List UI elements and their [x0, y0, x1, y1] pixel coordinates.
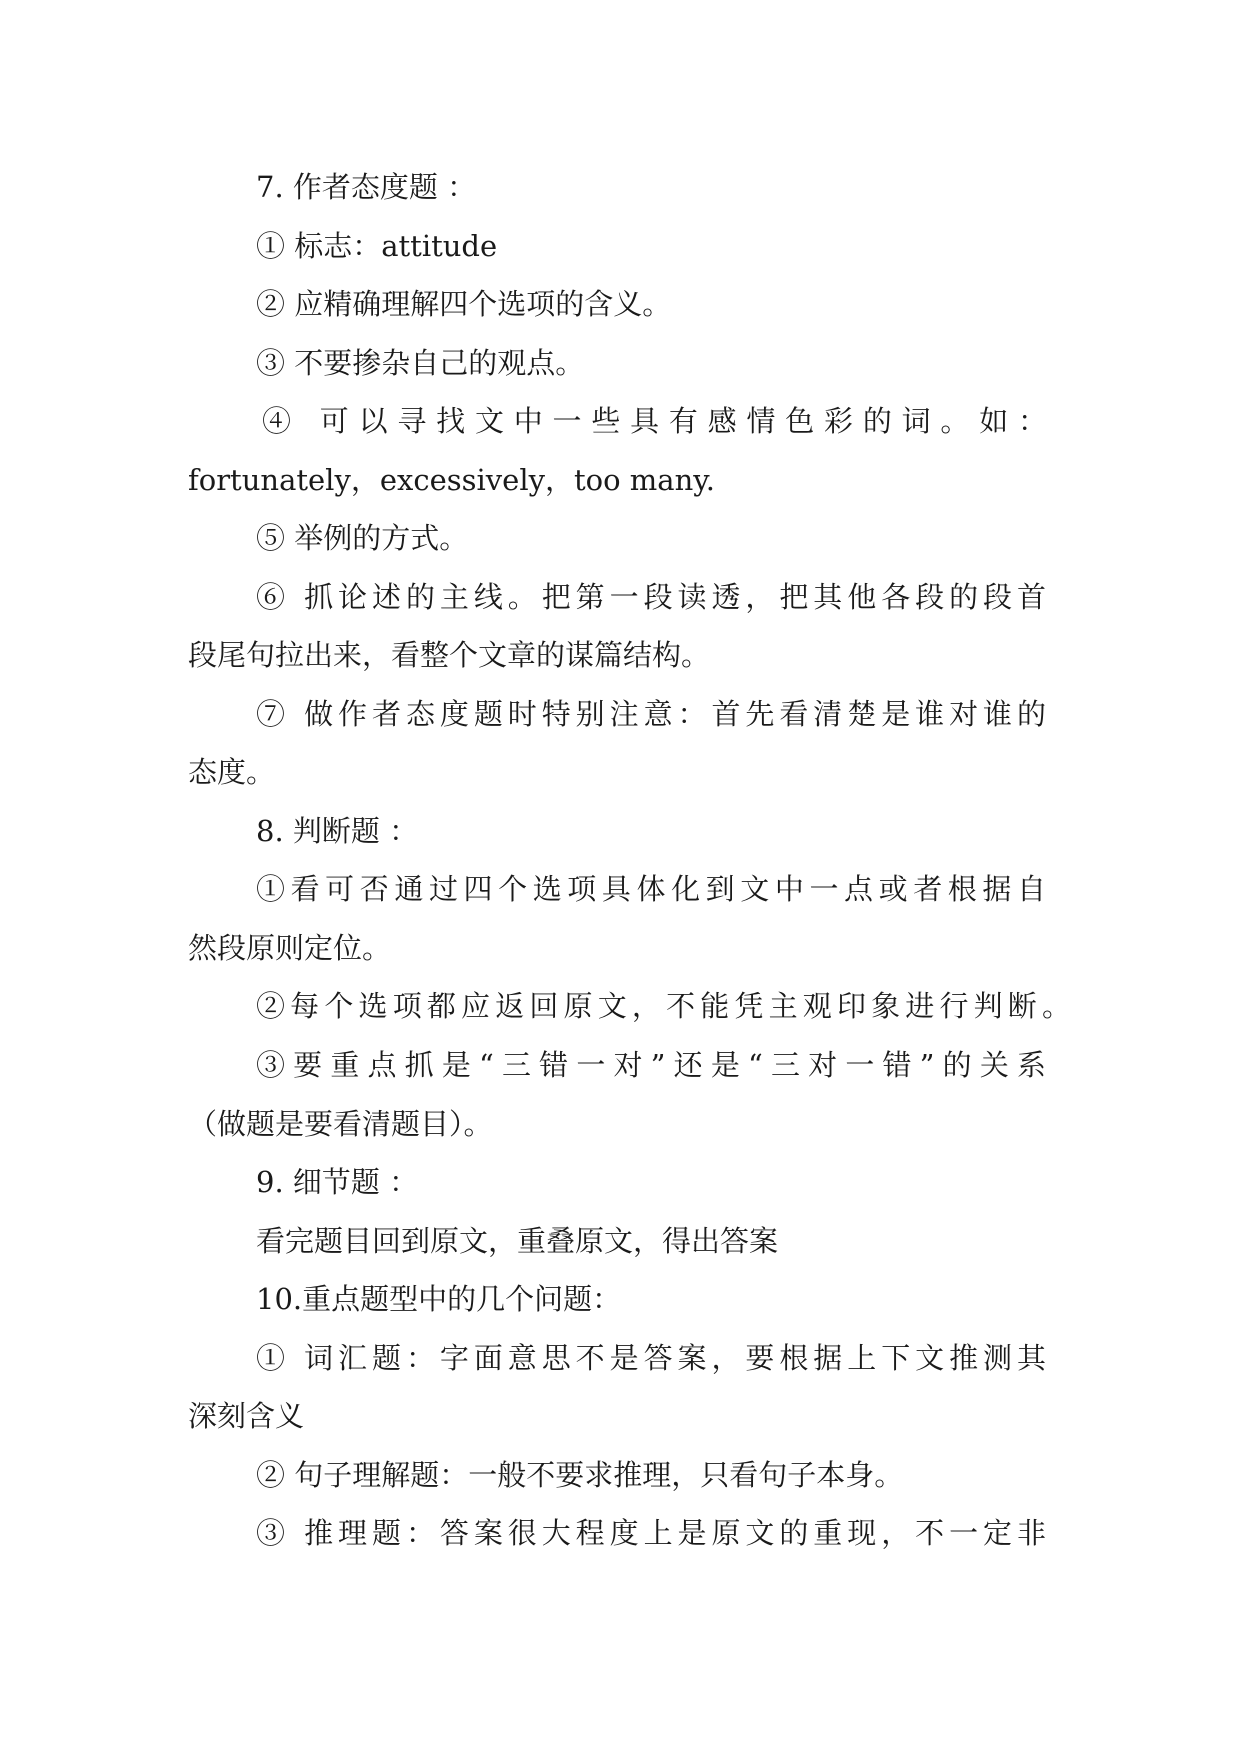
list-item: ①看可否通过四个选项具体化到文中一点或者根据自	[256, 872, 1046, 906]
heading-author-attitude: 7. 作者态度题 ：	[256, 170, 477, 204]
paragraph: 看完题目回到原文，重叠原文，得出答案	[256, 1224, 779, 1258]
heading-key-question-types: 10.重点题型中的几个问题：	[256, 1282, 622, 1316]
paragraph-continuation: 态度。	[188, 755, 276, 789]
list-item: ② 句子理解题：一般不要求推理，只看句子本身。	[256, 1458, 904, 1492]
paragraph-continuation: 深刻含义	[188, 1399, 305, 1433]
list-item: ②每个选项都应返回原文，不能凭主观印象进行判断。	[256, 989, 1071, 1023]
list-item: ③要重点抓是“三错一对”还是“三对一错”的关系	[256, 1048, 1046, 1082]
heading-detail: 9. 细节题 ：	[256, 1165, 419, 1199]
paragraph-continuation: fortunately，excessively，too many.	[188, 463, 715, 497]
list-item: ④ 可以寻找文中一些具有感情色彩的词。如：	[262, 404, 1047, 438]
list-item: ① 标志：attitude	[256, 229, 498, 263]
list-item: ⑥ 抓论述的主线。把第一段读透，把其他各段的段首	[256, 580, 1046, 614]
list-item: ③ 推理题：答案很大程度上是原文的重现，不一定非	[256, 1516, 1046, 1550]
list-item: ① 词汇题：字面意思不是答案，要根据上下文推测其	[256, 1341, 1046, 1375]
heading-judgment: 8. 判断题 ：	[256, 814, 419, 848]
paragraph-continuation: 段尾句拉出来，看整个文章的谋篇结构。	[188, 638, 711, 672]
paragraph-continuation: 然段原则定位。	[188, 931, 392, 965]
list-item: ③ 不要掺杂自己的观点。	[256, 346, 585, 380]
list-item: ② 应精确理解四个选项的含义。	[256, 287, 672, 321]
list-item: ⑤ 举例的方式。	[256, 521, 469, 555]
paragraph-continuation: （做题是要看清题目）。	[188, 1107, 493, 1141]
list-item: ⑦ 做作者态度题时特别注意：首先看清楚是谁对谁的	[256, 697, 1046, 731]
